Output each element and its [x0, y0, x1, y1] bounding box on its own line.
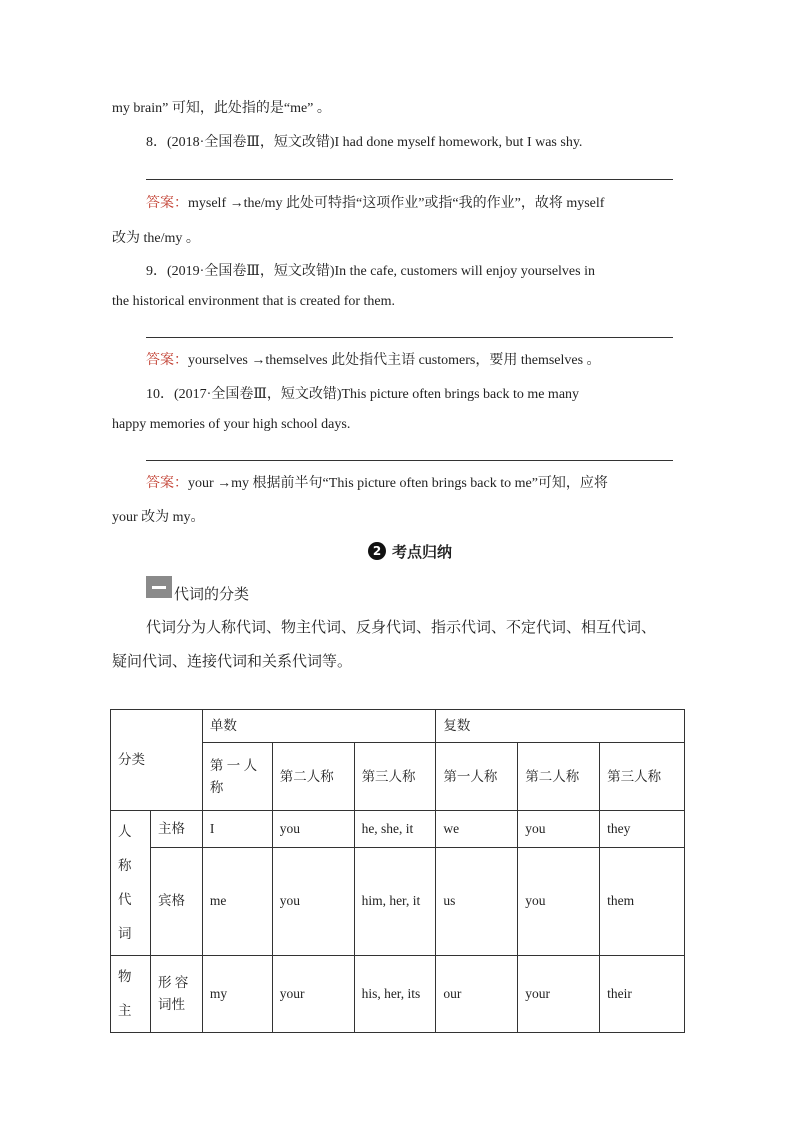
- table-cell: your: [518, 956, 600, 1033]
- section-title: 考点归纳: [392, 542, 453, 561]
- answer-10-continued: your 改为 my。: [112, 510, 205, 525]
- table-cell: I: [202, 811, 272, 848]
- section-number-badge: 2: [368, 542, 386, 560]
- answer-label: 答案：: [146, 476, 188, 491]
- singular-header: 单数: [202, 710, 436, 743]
- section-heading: [368, 540, 452, 562]
- paragraph-line-2: 疑问代词、连接代词和关系代词等。: [112, 654, 353, 670]
- table-cell: my: [202, 956, 272, 1033]
- table-cell: we: [436, 811, 518, 848]
- row-label-subject: 主格: [150, 811, 202, 848]
- table-cell: their: [600, 956, 685, 1033]
- answer-text: your →my 根据前半句“This picture often brings back to me”可知，应将: [188, 476, 608, 491]
- answer-blank-line: [146, 460, 673, 461]
- answer-8-continued: 改为 the/my 。: [112, 231, 200, 246]
- table-cell: he, she, it: [354, 811, 436, 848]
- first-person-header: 第一人称: [436, 743, 518, 811]
- answer-10: [146, 474, 608, 494]
- row-label-adjective: 形 容 词性: [150, 956, 202, 1033]
- question-9-line-2: the historical environment that is created for them.: [112, 294, 396, 309]
- third-person-header: 第三人称: [354, 743, 436, 811]
- text-line: my brain” 可知，此处指的是“me” 。: [112, 101, 331, 116]
- table-cell: him, her, it: [354, 847, 436, 955]
- subsection-dash-icon: [146, 576, 172, 598]
- table-cell: you: [518, 811, 600, 848]
- answer-9: [146, 351, 601, 371]
- answer-label: 答案：: [146, 196, 188, 211]
- answer-8: [146, 194, 604, 214]
- answer-text: yourselves →themselves 此处指代主语 customers，要用 themselves 。: [188, 353, 601, 368]
- pronoun-table: [110, 709, 685, 1033]
- question-8: 8．(2018·全国卷Ⅲ，短文改错)I had done myself homework, but I was shy.: [146, 135, 583, 150]
- question-10-line-1: 10．(2017·全国卷Ⅲ，短文改错)This picture often brings back to me many: [146, 387, 580, 402]
- group-personal-pronoun: 人 称 代 词: [111, 811, 151, 956]
- first-person-header: 第 一 人 称: [202, 743, 272, 811]
- question-9-line-1: 9．(2019·全国卷Ⅲ，短文改错)In the cafe, customers will enjoy yourselves in: [146, 264, 595, 279]
- subsection-title: 代词的分类: [174, 587, 250, 603]
- second-person-header: 第二人称: [518, 743, 600, 811]
- question-10-line-2: happy memories of your high school days.: [112, 417, 351, 432]
- table-cell: them: [600, 847, 685, 955]
- second-person-header: 第二人称: [272, 743, 354, 811]
- third-person-header: 第三人称: [600, 743, 685, 811]
- table-cell: you: [272, 847, 354, 955]
- table-cell: his, her, its: [354, 956, 436, 1033]
- answer-blank-line: [146, 337, 673, 338]
- table-cell: they: [600, 811, 685, 848]
- table-cell: me: [202, 847, 272, 955]
- group-possessive-pronoun: 物 主: [111, 956, 151, 1033]
- table-cell: you: [272, 811, 354, 848]
- answer-blank-line: [146, 179, 673, 180]
- answer-label: 答案：: [146, 353, 188, 368]
- answer-text: myself →the/my 此处可特指“这项作业”或指“我的作业”，故将 myself: [188, 196, 605, 211]
- table-cell: your: [272, 956, 354, 1033]
- table-cell: us: [436, 847, 518, 955]
- table-cell: you: [518, 847, 600, 955]
- row-label-object: 宾格: [150, 847, 202, 955]
- paragraph-line-1: 代词分为人称代词、物主代词、反身代词、指示代词、不定代词、相互代词、: [146, 620, 657, 636]
- category-header: 分类: [111, 710, 203, 811]
- plural-header: 复数: [436, 710, 685, 743]
- table-cell: our: [436, 956, 518, 1033]
